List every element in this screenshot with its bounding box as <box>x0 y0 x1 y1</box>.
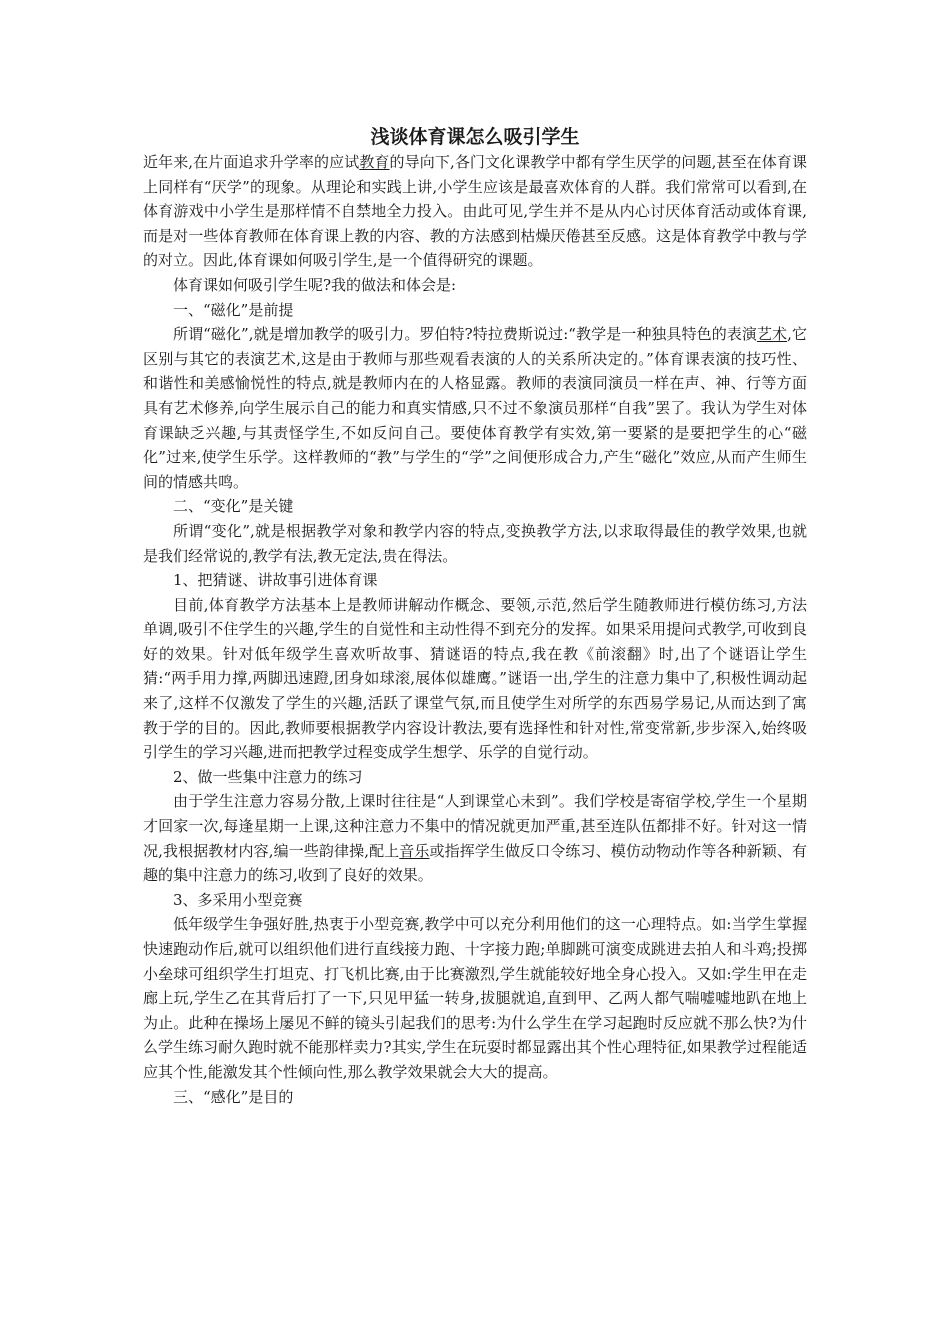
text-run: 近年来,在片面追求升学率的应试 <box>143 153 360 171</box>
text-run: 所谓“变化”,就是根据教学对象和教学内容的特点,变换教学方法,以求取得最佳的教学效果,也就是我们经常说的,教学有法,教无定法,贵在得法。 <box>143 521 807 565</box>
heading-text: 二、“变化”是关键 <box>173 497 294 516</box>
paragraph <box>143 789 807 887</box>
heading-text: 一、“磁化”是前提 <box>173 300 294 319</box>
text-run: 由于学生注意力容易分散,上课时往往是“人到课堂心未到”。我们学校是寄宿学校,学生一个星期才回家一次,每逢星期一上课,这种注意力不集中的情况就更加严重,甚至连队伍都排不好。针对这一情况,我根据教材内容,编一些韵律操,配上 <box>143 792 807 860</box>
document-body <box>143 150 807 1109</box>
heading-text: 2、做一些集中注意力的练习 <box>173 767 363 786</box>
document-title: 浅谈体育课怎么吸引学生 <box>370 126 580 148</box>
text-run: ,它区别与其它的表演艺术,这是由于教师与那些观看表演的人的关系所决定的。”体育课表演的技巧性、和谐性和美感愉悦性的特点,就是教师内在的人格显露。教师的表演同演员一样在声、神、行等方面具有艺术修养,向学生展示自己的能力和真实情感,只不过不象演员那样“自我”罢了。我认为学生对体育课缺乏兴趣,与其责怪学生,不如反问自己。要使体育教学有实效,第一要紧的是要把学生的心“磁化”过来,使学生乐学。这样教师的“教”与学生的“学”之间便形成合力,产生“磁化”效应,从而产生师生间的情感共鸣。 <box>143 325 807 491</box>
text-run: 体育课如何吸引学生呢?我的做法和体会是: <box>173 275 457 294</box>
heading-text: 三、“感化”是目的 <box>173 1087 294 1106</box>
heading-text: 3、多采用小型竞赛 <box>173 890 303 909</box>
link-art[interactable]: 艺术 <box>756 325 788 344</box>
section-heading-magnetize <box>143 298 807 323</box>
paragraph <box>143 593 807 765</box>
heading-text: 1、把猜谜、讲故事引进体育课 <box>173 571 378 590</box>
subsection-heading-attention <box>143 765 807 790</box>
paragraph <box>143 519 807 568</box>
subsection-heading-competition <box>143 888 807 913</box>
section-heading-influence <box>143 1085 807 1110</box>
paragraph <box>143 273 807 298</box>
paragraph-intro <box>143 150 807 273</box>
text-run: 所谓“磁化”,就是增加教学的吸引力。罗伯特?特拉费斯说过:“教学是一种独具特色的表演 <box>173 325 757 344</box>
text-run: 或指挥学生做反口令练习、模仿动物动作等各种新颖、有趣的集中注意力的练习,收到了良好的效果。 <box>143 841 807 885</box>
text-run: 的导向下,各门文化课教学中都有学生厌学的问题,甚至在体育课上同样有“厌学”的现象。从理论和实践上讲,小学生应该是最喜欢体育的人群。我们常常可以看到,在体育游戏中小学生是那样情不自禁地全力投入。由此可见,学生并不是从内心讨厌体育活动或体育课,而是对一些体育教师在体育课上教的内容、教的方法感到枯燥厌倦甚至反感。这是体育教学中教与学的对立。因此,体育课如何吸引学生,是一个值得研究的课题。 <box>143 153 807 270</box>
text-run: 目前,体育教学方法基本上是教师讲解动作概念、要领,示范,然后学生随教师进行模仿练习,方法单调,吸引不住学生的兴趣,学生的自觉性和主动性得不到充分的发挥。如果采用提问式教学,可收到良好的效果。针对低年级学生喜欢听故事、猜谜语的特点,我在教《前滚翻》时,出了个谜语让学生猜:“两手用力撑,两脚迅速蹬,团身如球滚,展体似雄鹰。”谜语一出,学生的注意力集中了,积极性调动起来了,这样不仅激发了学生的兴趣,活跃了课堂气氛,而且使学生对所学的东西易学易记,从而达到了寓教于学的目的。因此,教师要根据教学内容设计教法,要有选择性和针对性,常变常新,步步深入,始终吸引学生的学习兴趣,进而把教学过程变成学生想学、乐学的自觉行动。 <box>143 595 807 762</box>
section-heading-change <box>143 494 807 519</box>
subsection-heading-riddles <box>143 568 807 593</box>
link-education[interactable]: 教育 <box>359 153 390 171</box>
text-run: 低年级学生争强好胜,热衷于小型竞赛,教学中可以充分利用他们的这一心理特点。如:当学生掌握快速跑动作后,就可以组织他们进行直线接力跑、十字接力跑;单脚跳可演变成跳进去拍人和斗鸡;投掷小垒球可组织学生打坦克、打飞机比赛,由于比赛激烈,学生就能较好地全身心投入。又如:学生甲在走廊上玩,学生乙在其背后打了一下,只见甲猛一转身,拔腿就追,直到甲、乙两人都气喘嘘嘘地趴在地上为止。此种在操场上屡见不鲜的镜头引起我们的思考:为什么学生在学习起跑时反应就不那么快?为什么学生练习耐久跑时就不能那样卖力?其实,学生在玩耍时都显露出其个性心理特征,如果教学过程能适应其个性,能激发其个性倾向性,那么教学效果就会大大的提高。 <box>143 915 807 1081</box>
link-music[interactable]: 音乐 <box>399 841 430 860</box>
paragraph <box>143 322 807 494</box>
paragraph <box>143 912 807 1084</box>
